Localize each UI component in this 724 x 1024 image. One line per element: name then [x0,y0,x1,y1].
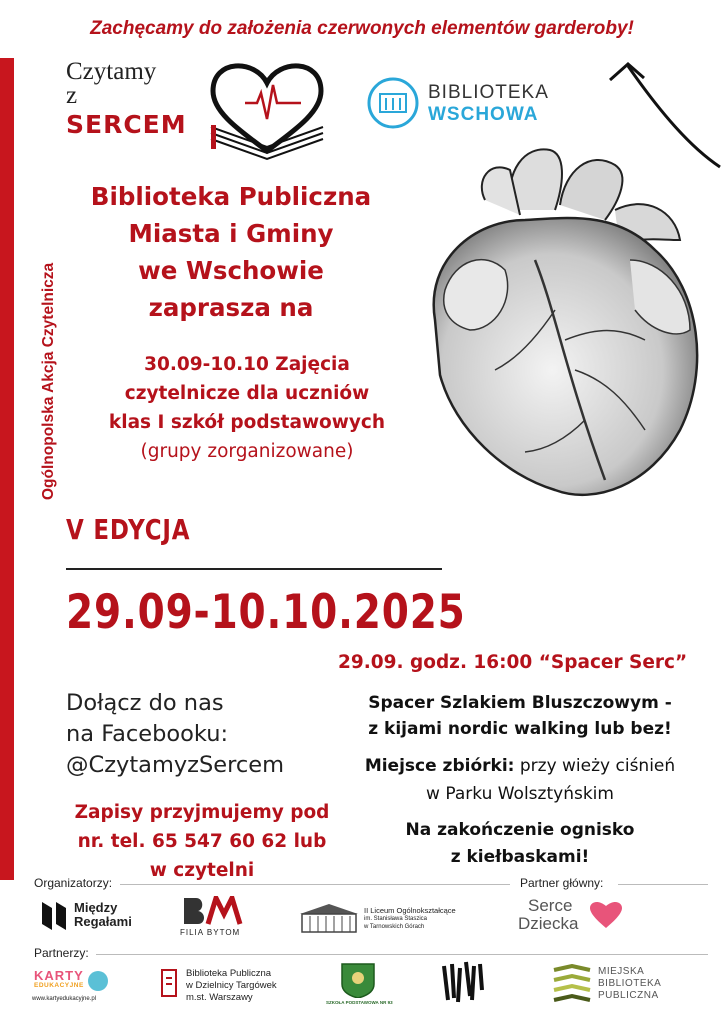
biblioteka-line2: WSCHOWA [428,104,539,125]
karty-edukacyjne-logo [32,968,112,1008]
szkola-crest-icon [338,962,378,998]
organizers-label: Organizatorzy: [34,876,113,890]
pink-heart-icon [590,900,622,930]
facebook-line1: Dołącz do nas [66,690,224,716]
liceum-building-icon [298,902,360,934]
logo-line2-bold: SERCEM [66,110,187,139]
subtitle-line2: czytelnicze dla uczniów [124,383,370,404]
meeting-place [330,752,710,808]
side-bar [0,58,14,880]
edition-label: V EDYCJA [66,513,191,546]
logo-line2-prefix: z [66,82,78,109]
subtitle-line4: (grupy zorganizowane) [140,441,354,462]
liceum-logo [298,900,488,940]
p1-line1: KARTY [34,968,84,983]
heart-book-icon [205,55,330,165]
signup-line2: nr. tel. 65 547 60 62 lub [77,831,327,852]
subtitle [92,350,402,466]
main-partner-line2: Dziecka [518,914,579,933]
meet-value1: przy wieży ciśnień [519,756,676,776]
partners-line [96,954,708,955]
main-partner-line1: Serce [528,896,573,915]
miedzy-regalami-icon [40,898,70,932]
title-line4: zaprasza na [148,293,314,322]
org3-line1: II Liceum Ogólnokształcące [364,906,456,915]
partners-label: Partnerzy: [34,946,89,960]
filia-bytom-logo [180,896,250,942]
title-line3: we Wschowie [138,256,324,285]
biblioteka-line1: BIBLIOTEKA [428,82,549,103]
signup-info [52,798,352,885]
bm-icon [182,896,246,926]
szkola-93-logo [326,962,393,1012]
biblioteka-building-icon [366,76,420,130]
p2-line2: w Dzielnicy Targówek [186,980,277,991]
ending-info [330,817,710,871]
biblioteka-targowek-logo [160,968,320,1008]
biblioteka-wschowa-logo [366,76,566,136]
serce-dziecka-logo [516,896,626,936]
facebook-handle[interactable]: @CzytamyzSercem [66,752,285,778]
end-line1: Na zakończenie ognisko [405,820,635,840]
karty-icon [86,970,110,992]
org2-label: FILIA BYTOM [180,928,241,937]
divider [66,568,442,570]
p2-line1: Biblioteka Publiczna [186,968,272,979]
p5-line2: BIBLIOTEKA [598,978,662,989]
signup-line1: Zapisy przyjmujemy pod [74,802,330,823]
side-text: Ogólnopolska Akcja Czytelnicza [40,262,57,500]
event-heading: 29.09. godz. 16:00 “Spacer Serc” [338,652,688,673]
end-line2: z kiełbaskami! [450,847,590,867]
walk-line1: Spacer Szlakiem Bluszczowym - [368,693,672,713]
subtitle-line1: 30.09-10.10 Zajęcia [144,354,350,375]
subtitle-line3: klas I szkół podstawowych [108,412,386,433]
p1-line2: EDUKACYJNE [34,982,84,989]
organizers-line [120,884,510,885]
logo-line1: Czytamy [66,58,157,85]
event-dates: 29.09-10.10.2025 [66,585,466,640]
main-title [66,178,396,326]
czytamy-logo [66,58,186,140]
p5-line1: MIEJSKA [598,966,645,977]
main-partner-label: Partner główny: [520,876,604,890]
main-partner-line [618,884,708,885]
org1-line2: Regałami [74,914,132,929]
miejska-biblioteka-icon [552,964,592,1004]
partner-graphic-logo [440,960,486,1004]
top-banner: Zachęcamy do założenia czerwonych elementów garderoby! [90,18,634,39]
logo-line2 [66,82,186,140]
title-line2: Miasta i Gminy [128,219,334,248]
facebook-line2: na Facebooku: [66,721,229,747]
p1-url: www.kartyedukacyjne.pl [32,996,97,1002]
miejska-biblioteka-logo [552,964,702,1008]
walk-description [330,690,710,742]
walk-line2: z kijami nordic walking lub bez! [368,719,672,739]
org3-line2: im. Stanisława Staszica [364,916,428,922]
meet-value2: w Parku Wolsztyńskim [426,784,614,804]
p2-line3: m.st. Warszawy [186,992,253,1003]
title-line1: Biblioteka Publiczna [90,182,372,211]
p3-label: SZKOŁA PODSTAWOWA NR 93 [326,1000,393,1005]
meet-line1 [330,752,710,780]
anatomical-heart-illustration [415,140,715,510]
facebook-info [66,688,284,781]
targowek-icon [160,968,180,1000]
meet-label: Miejsce zbiórki: [364,756,515,776]
signup-line3: w czytelni [149,860,255,881]
org1-line1: Między [74,900,118,915]
p5-line3: PUBLICZNA [598,990,659,1001]
org3-line3: w Tarnowskich Górach [364,924,425,930]
